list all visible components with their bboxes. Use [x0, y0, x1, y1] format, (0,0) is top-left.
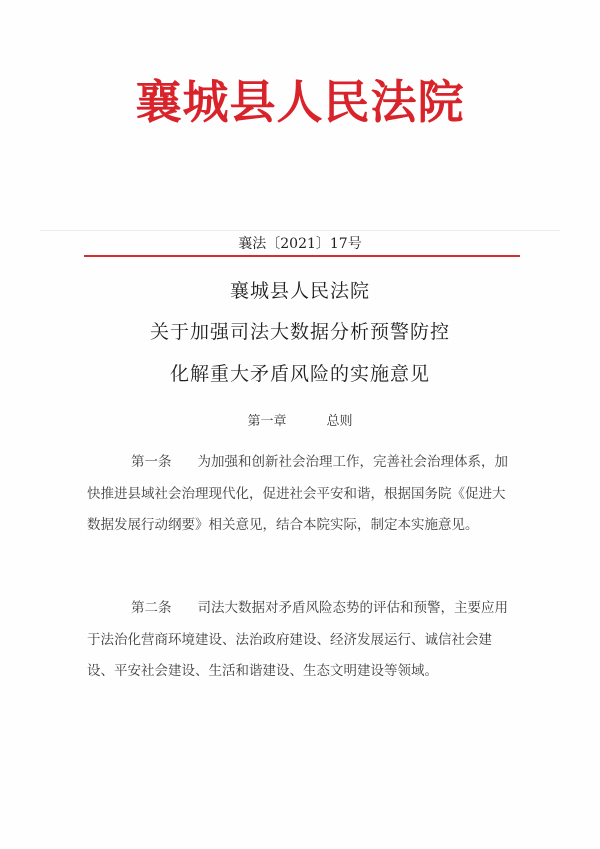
- article-paragraph: [87, 593, 513, 688]
- document-number: 襄法〔2021〕17号: [238, 236, 362, 252]
- faint-divider: [40, 230, 560, 231]
- article-text: 司法大数据对矛盾风险态势的评估和预警，主要应用于法治化营商环境建设、法治政府建设、经济发展运行、诚信社会建设、平安社会建设、生活和谐建设、生态文明建设等领域。: [87, 600, 508, 679]
- article-text: 为加强和创新社会治理工作，完善社会治理体系，加快推进县域社会治理现代化，促进社会平安和谐，根据国务院《促进大数据发展行动纲要》相关意见，结合本院实际，制定本实施意见。: [87, 454, 508, 533]
- article-paragraph: [87, 447, 513, 542]
- article-label: 第二条: [131, 600, 172, 616]
- chapter-name: 总则: [326, 414, 353, 429]
- article-label: 第一条: [131, 454, 172, 470]
- document-title-line-2: 关于加强司法大数据分析预警防控: [149, 321, 450, 343]
- chapter-heading: [0, 410, 600, 429]
- document-title-line-3: 化解重大矛盾风险的实施意见: [169, 363, 430, 385]
- red-divider: [84, 255, 520, 257]
- document-title-line-1: 襄城县人民法院: [229, 280, 370, 302]
- court-header-title: 襄城县人民法院: [135, 75, 465, 129]
- chapter-label: 第一章: [247, 414, 287, 429]
